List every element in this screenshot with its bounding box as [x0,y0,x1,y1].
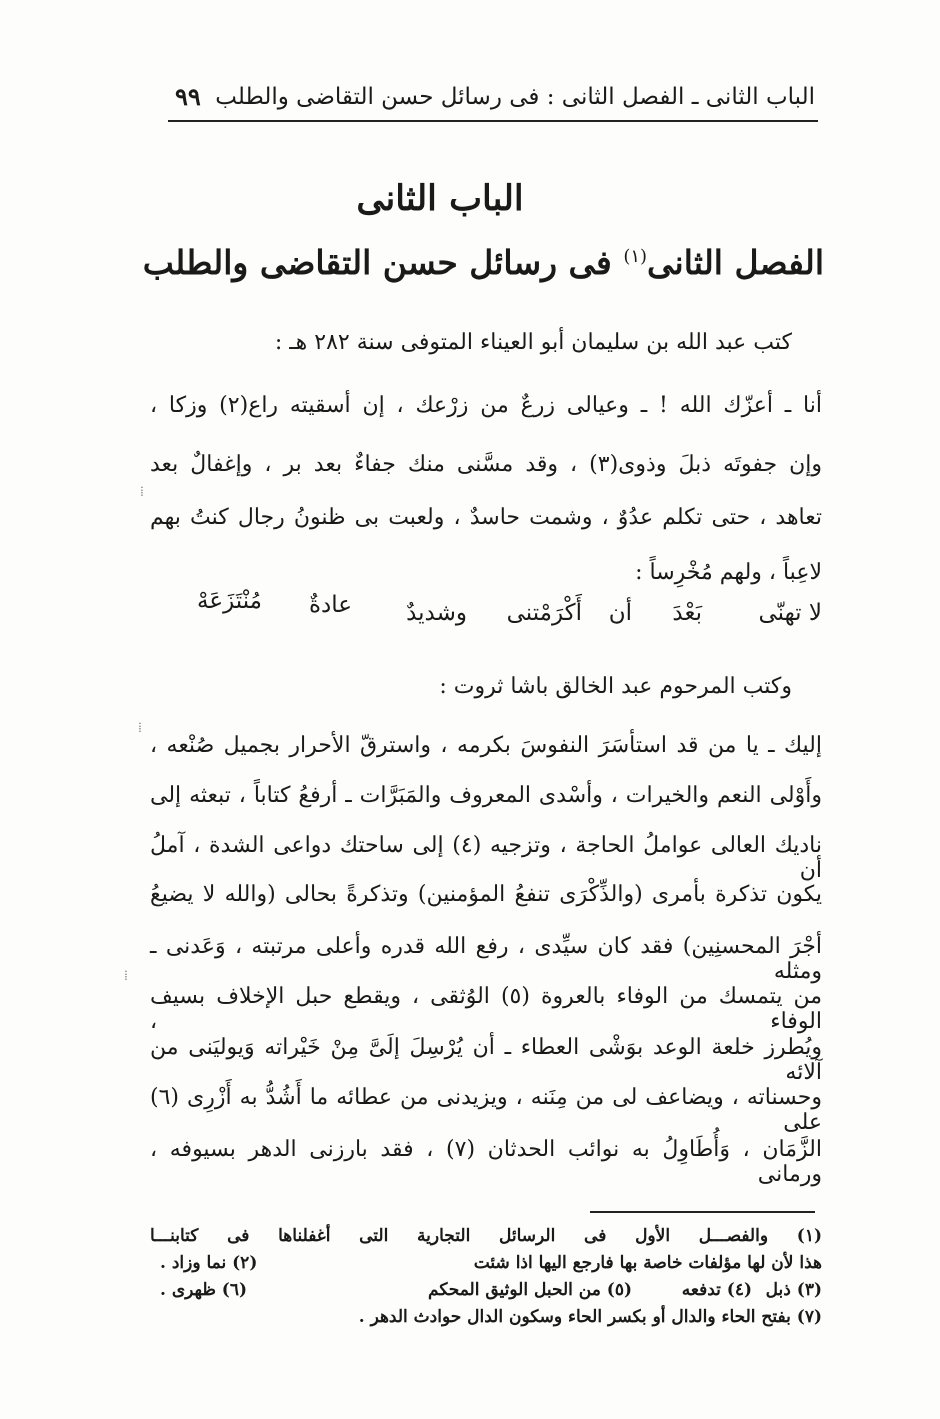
header-rule [168,120,818,122]
body-line: أنا ـ أعزّك الله ! ـ وعيالى زرعٌ من زرْعك ، إن أسقيته راع(٢) وزكا ، [150,393,822,418]
body-line: أجْرَ المحسنِين) فقد كان سيِّدى ، رفع الله قدره وأعلى مرتبته ، وَعَدنى ـ ومثله [150,934,822,984]
footnote: (٤) تدفعه [681,1280,752,1300]
section-title [143,243,824,282]
body-line: يكون تذكرة بأمرى (والذِّكْرَى تنفعُ المؤمنين) وتذكرةً بحالى (والله لا يضيعُ [150,882,822,907]
footnote: (٧) بفتح الحاء والدال أو بكسر الحاء وسكون الدال حوادث الدهر . [358,1307,822,1327]
footnote: (٥) من الحبل الوثيق المحكم [428,1280,632,1300]
body-line: وحسناته ، ويضاعف لى من مِنَنه ، ويزيدنى من عطائه ما أَشُدُّ به أَزْرِى (٦) على [150,1085,822,1135]
body-line: لاعِباً ، ولهم مُخْرِساً : [635,560,822,585]
chapter-title: الباب الثانى [356,178,524,219]
intro-line: كتب عبد الله بن سليمان أبو العيناء المتوفى سنة ٢٨٢ هـ : [274,330,792,355]
verse-word: عادةٌ [308,592,352,618]
footnote-line [150,1280,822,1304]
margin-mark: ⁞ [138,720,142,736]
intro-line: وكتب المرحوم عبد الخالق باشا ثروت : [439,674,792,699]
margin-mark: ⁞ [140,484,144,500]
section-note-ref: (١) [623,246,648,267]
footnote: هذا لأن لها مؤلفات خاصة بها فارجع اليها اذا شئت [473,1253,822,1273]
verse-word: وشديدٌ [406,600,467,626]
body-line: ناديك العالى عواملُ الحاجة ، وتزجيه (٤) إلى ساحتك دواعى الشدة ، آملُ أن [150,833,823,883]
running-head-title: الباب الثانى ـ الفصل الثانى : فى رسائل حسن التقاضى والطلب [215,84,815,110]
footnote: (٣) ذبل [765,1280,822,1300]
body-line: إليك ـ يا من قد استأسَرَ النفوسَ بكرمه ، واسترقّ الأحرار بجميل صُنْعه ، [150,733,822,758]
footnote-rule [590,1211,815,1213]
body-line: تعاهد ، حتى تكلم عدُوٌ ، وشمت حاسدٌ ، ولعبت بى ظنونُ رجال كنتُ بهم [150,505,822,530]
body-line: وإن جفوتَه ذبلَ وذوى(٣) ، وقد مسَّنى منك جفاءٌ بعد بر ، وإغفالٌ بعد [150,452,823,477]
verse-word: لا تهنّى [758,600,822,626]
verse-word: أَكْرَمْتنى [506,600,582,626]
body-line: من يتمسك من الوفاء بالعروة (٥) الوُثقى ، ويقطع حبل الإخلاف بسيف الوفاء ، [150,984,823,1034]
verse-word: أن [608,600,632,626]
verse-word: مُنْتَزَعَهْ [197,588,262,614]
section-title-label: الفصل الثانى [647,243,824,282]
footnote-line [150,1253,822,1277]
body-line: وأَوْلى النعم والخيرات ، وأسْدى المعروف والمَبَرَّات ـ أرفعُ كتاباً ، تبعثه إلى [150,783,822,808]
section-subtitle: فى رسائل حسن التقاضى والطلب [142,243,612,282]
running-head [175,82,815,122]
footnote: (١) والفصـــل الأول فى الرسائل التجارية التى أغفلناها فى كتابنـــا [150,1226,822,1246]
body-line: الزَّمَان ، وَأُطَاوِلُ به نوائب الحدثان (٧) ، فقد بارزنى الدهر بسيوفه ، ورمانى [150,1137,822,1187]
verse-line [180,588,822,644]
margin-mark: ⁞ [124,968,128,984]
verse-word: بَعْدَ [672,600,702,626]
body-line: ويُطرز خلعة الوعد بوَشْى العطاء ـ أن يُرْسِلَ إلَىَّ مِنْ خَيْراته وَيوليَنى من آلائه [150,1035,822,1085]
footnote: (٢) نما وزاد . [160,1253,258,1273]
footnote: (٦) ظهرى . [160,1280,248,1300]
page-number: ٩٩ [175,82,201,111]
